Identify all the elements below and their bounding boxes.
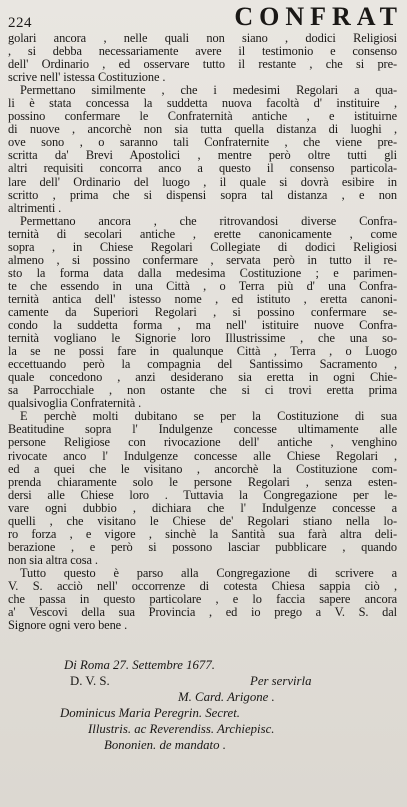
text-line: V. S. acciò nell' occorrenze di cotesta Chiesa sappia ciò , xyxy=(8,579,397,593)
paragraph xyxy=(8,32,397,84)
secretary-signature: Dominicus Maria Peregrin. Secret. xyxy=(60,706,240,720)
text-line: condo la suddetta forma , ma nell' istituire nuove Confra- xyxy=(8,319,397,333)
paragraph xyxy=(8,567,397,632)
text-line: ed a quei che le visitano , ancorchè la Costituzione com- xyxy=(8,462,397,476)
text-line: vare ogni dubbio , dichiara che l' Indulgenze concesse a xyxy=(8,501,397,515)
text-line: ternità vogliano le Signorie loro Illustrissime , che una so- xyxy=(8,332,397,346)
per-servirla: Per servirla xyxy=(250,674,312,688)
text-line: quelli , che visitano le Chiese de' Regolari stiano nella lo- xyxy=(8,514,397,528)
text-line: di nuove , ancorchè non sia tutta quella distanza di luoghi , xyxy=(8,123,397,137)
text-line: dersi alle Chiese loro . Tuttavia la Congregazione per le- xyxy=(8,488,397,502)
text-line: prenda chiaramente solo le persone Regolari , senza esten- xyxy=(8,475,397,489)
text-line: Permettano similmente , che i medesimi Regolari a qua- xyxy=(20,84,397,98)
text-line: ternità antica dell' istesso nome , ed istituto , eretta canoni- xyxy=(8,292,397,306)
page-number: 224 xyxy=(8,15,32,31)
document-body xyxy=(8,32,397,632)
text-line: li è stata concessa la suddetta nuova facoltà d' instituire , xyxy=(8,97,397,111)
text-line: te che essendo in una Città , o Terra più d' una Confra- xyxy=(8,279,397,293)
text-line: ro forza , e vigore , sinchè la Santità sua farà altra deli- xyxy=(8,527,397,541)
page-header xyxy=(8,2,403,32)
text-line: Tutto questo è parso alla Congregazione di scrivere a xyxy=(20,566,397,580)
running-title: CONFRAT xyxy=(234,2,403,31)
text-line: lare dell' Ordinario del luogo , il quale si dovrà esibire in xyxy=(8,175,397,189)
text-line: eccettuando però la compagnia del Santissimo Sacramento , xyxy=(8,358,397,372)
text-line: ternità di secolari antiche , erette canonicamente , come xyxy=(8,227,397,241)
text-line: sopra , in Chiese Regolari Collegiate di dodici Religiosi xyxy=(8,240,397,254)
text-line: almeno , si possino confermare , servata però in tutto il re- xyxy=(8,253,397,267)
text-line: Permettano ancora , che ritrovandosi diverse Confra- xyxy=(20,214,397,228)
text-line: ove sono , o saranno tali Confraternite , che viene pre- xyxy=(8,136,397,150)
cardinal-signature: M. Card. Arigone . xyxy=(178,690,275,704)
text-line: berazione , e però si possono lasciar pubblicare , quando xyxy=(8,540,397,554)
addressee-line: Illustris. ac Reverendiss. Archiepisc. xyxy=(88,722,275,736)
paragraph xyxy=(8,215,397,411)
text-line: Signore ogni vero bene . xyxy=(8,619,128,633)
text-line: a' Vescovi della sua Provincia , ed io prego a V. S. dal xyxy=(8,606,397,620)
text-line: scritto , prima che si dispensi sopra tal distanza , e non xyxy=(8,188,397,202)
text-line: rivocate anco l' Indulgenze concesse alle Chiese Regolari , xyxy=(8,449,397,463)
text-line: la se ne possi fare in qualunque Città , Terra , o Luogo xyxy=(8,345,397,359)
text-line: sto la forma data dalla medesima Costituzione ; e parimen- xyxy=(8,266,397,280)
text-line: qualsivoglia Confraternità . xyxy=(8,397,142,411)
paragraph xyxy=(8,410,397,567)
paragraph xyxy=(8,84,397,214)
text-line: camente da Superiori Regolari , si possino confermare se- xyxy=(8,305,397,319)
text-line: altrimenti . xyxy=(8,201,62,215)
text-line: che passa in questo particolare , e lo faccia sapere ancora xyxy=(8,593,397,607)
dvs-abbreviation: D. V. S. xyxy=(70,674,110,688)
text-line: scritta da' Brevi Apostolici , mentre però oltre tutti gli xyxy=(8,149,397,163)
text-line: E perchè molti dubitano se per la Costituzione di sua xyxy=(20,410,397,424)
text-line: quale concedono , anzi desiderano sia eretta in ogni Chie- xyxy=(8,371,397,385)
text-line: persone Religiose con rivocazione dell' antiche , venghino xyxy=(8,436,397,450)
addressee-city: Bononien. de mandato . xyxy=(104,738,226,752)
text-line: altri requisiti concorra anco a questo il consenso particola- xyxy=(8,162,397,176)
text-line: non sia altra cosa . xyxy=(8,553,98,567)
text-line: dell' Ordinario , ed osservare tutto il restante , che si pre- xyxy=(8,58,397,72)
text-line: scrive nell' istessa Costituzione . xyxy=(8,71,166,85)
text-line: Beatitudine sopra l' Indulgenze concesse ultimamente alle xyxy=(8,423,397,437)
text-line: golari ancora , nelle quali non siano , dodici Religiosi xyxy=(8,32,397,45)
text-line: , si debba necessariamente avere il testimonio e consenso xyxy=(8,45,397,59)
letter-date: Di Roma 27. Settembre 1677. xyxy=(64,658,215,672)
text-line: sa Parrocchiale , non ostante che si ci trovi eretta prima xyxy=(8,384,397,398)
text-line: possino confermare le Confraternità antiche , e istituirne xyxy=(8,110,397,124)
